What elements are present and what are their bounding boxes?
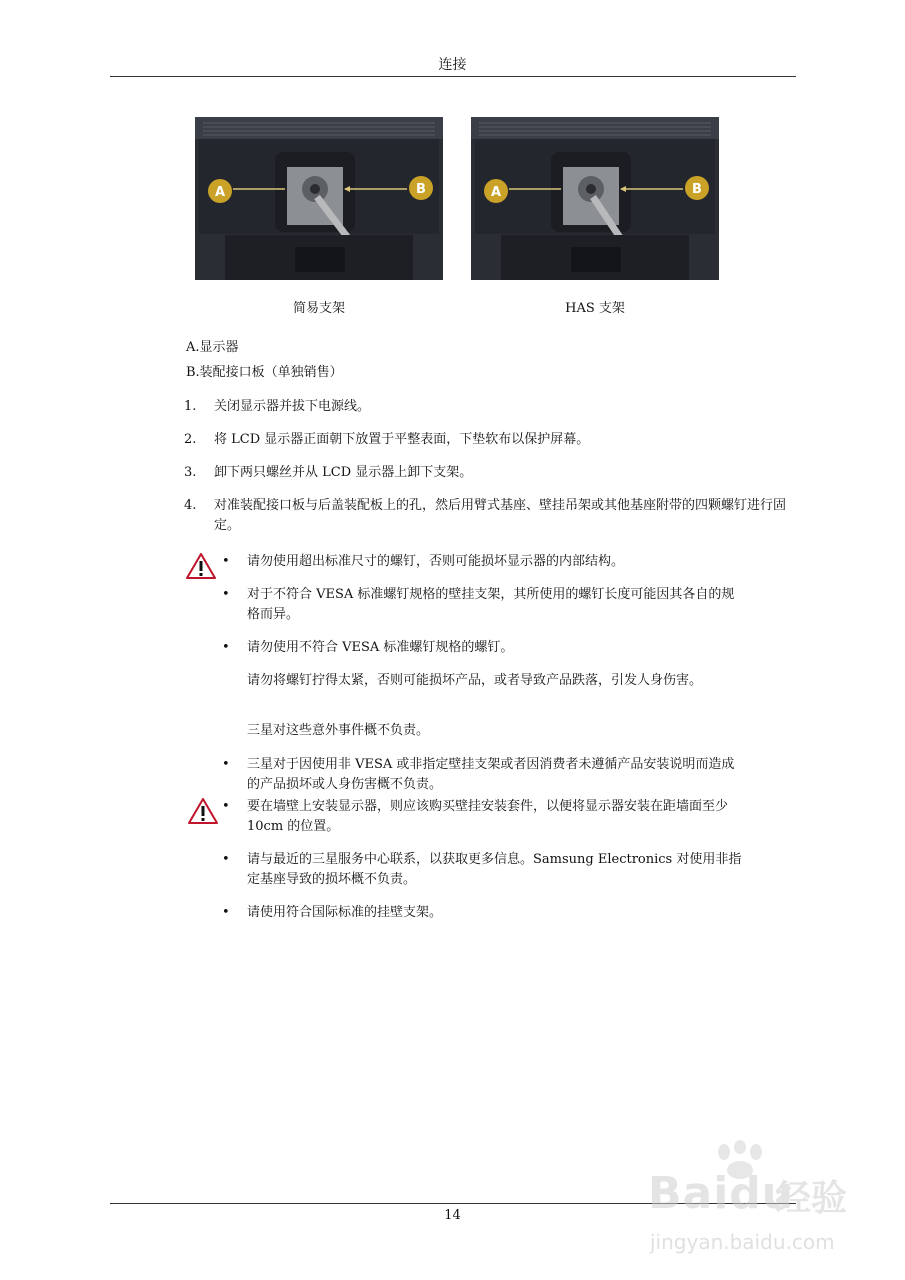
step-text: 关闭显示器并拔下电源线。 (214, 399, 371, 414)
warning-paragraph: 请勿将螺钉拧得太紧，否则可能损坏产品，或者导致产品跌落，引发人身伤害。 (247, 673, 703, 688)
marker-b-label: B (692, 182, 702, 197)
warning-icon (185, 552, 217, 580)
watermark-url: jingyan.baidu.com (650, 1230, 835, 1254)
bullet-dot: • (222, 640, 230, 655)
figure-has-stand (471, 117, 719, 280)
legend-item-b: B.装配接口板（单独销售） (186, 365, 343, 380)
step-number: 4. (184, 498, 197, 513)
bullet-dot: • (222, 757, 230, 772)
warning-text: 请勿使用超出标准尺寸的螺钉，否则可能损坏显示器的内部结构。 (247, 554, 625, 569)
warning-text: 对于不符合 VESA 标准螺钉规格的壁挂支架，其所使用的螺钉长度可能因其各自的规格而异。 (247, 587, 735, 622)
warning-icon (187, 797, 219, 825)
figure-caption: HAS 支架 (565, 301, 625, 316)
header-divider (110, 76, 796, 77)
bullet-dot: • (222, 799, 230, 814)
page-header-title: 连接 (438, 57, 467, 73)
marker-b-label: B (416, 182, 426, 197)
warning-paragraph: 三星对这些意外事件概不负责。 (247, 723, 430, 738)
bullet-dot: • (222, 554, 230, 569)
figure-caption: 简易支架 (292, 301, 345, 316)
step-number: 2. (184, 432, 197, 447)
step-number: 3. (184, 465, 197, 480)
bullet-dot: • (222, 587, 230, 602)
warning-text: 请与最近的三星服务中心联系，以获取更多信息。Samsung Electronics 对使用非指定基座导致的损坏概不负责。 (247, 852, 742, 887)
marker-a-label: A (490, 185, 502, 200)
warning-text: 要在墙壁上安装显示器，则应该购买壁挂安装套件，以便将显示器安装在距墙面至少 10cm 的位置。 (247, 799, 729, 834)
baidu-watermark (640, 1140, 880, 1270)
warning-text: 请勿使用不符合 VESA 标准螺钉规格的螺钉。 (247, 640, 514, 655)
warning-text: 三星对于因使用非 VESA 或非指定壁挂支架或者因消费者未遵循产品安装说明而造成的产品损坏或人身伤害概不负责。 (247, 757, 735, 792)
step-number: 1. (184, 399, 197, 414)
marker-a-label: A (214, 185, 226, 200)
step-text: 对准装配接口板与后盖装配板上的孔，然后用臂式基座、壁挂吊架或其他基座附带的四颗螺钉进行固定。 (214, 498, 787, 533)
watermark-brand-cn: 经验 (775, 1178, 848, 1219)
legend-item-a: A.显示器 (186, 340, 239, 355)
monitor-back-illustration (195, 117, 443, 280)
bullet-dot: • (222, 852, 230, 867)
bullet-dot: • (222, 905, 230, 920)
monitor-back-illustration (471, 117, 719, 280)
step-text: 卸下两只螺丝并从 LCD 显示器上卸下支架。 (214, 465, 473, 480)
figure-simple-stand (195, 117, 443, 280)
page-number: 14 (444, 1208, 461, 1223)
step-text: 将 LCD 显示器正面朝下放置于平整表面，下垫软布以保护屏幕。 (214, 432, 590, 447)
warning-text: 请使用符合国际标准的挂壁支架。 (247, 905, 443, 920)
watermark-brand: Baidu (648, 1168, 795, 1219)
